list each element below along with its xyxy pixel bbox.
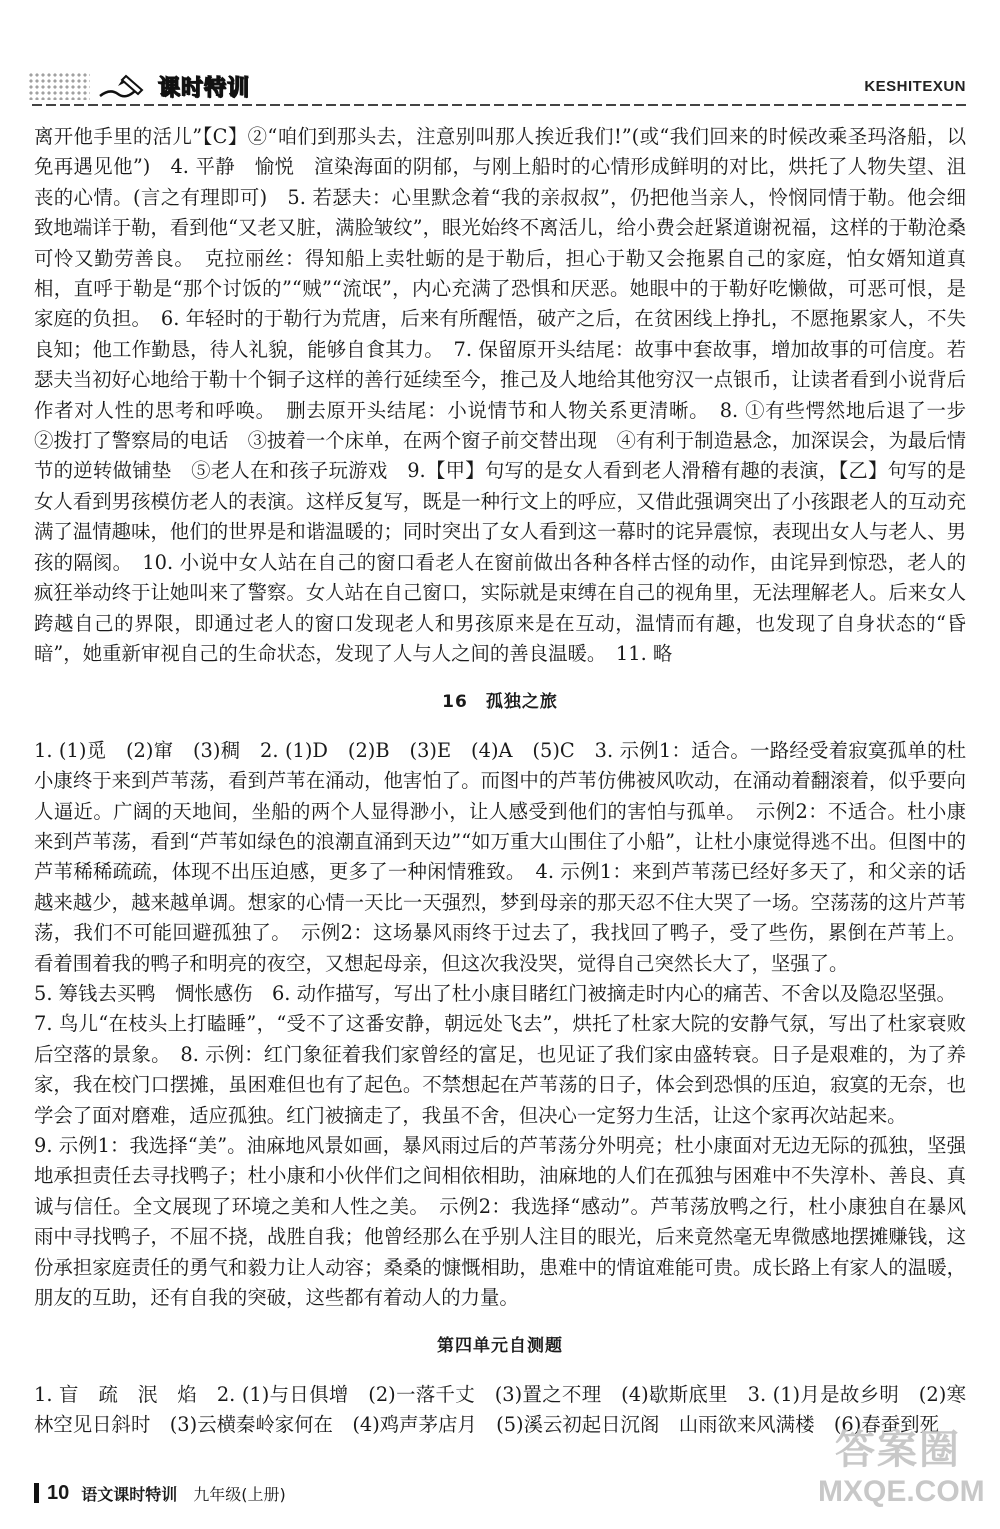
answer-paragraph: 9. 示例1：我选择“美”。油麻地风景如画，暴风雨过后的芦苇荡分外明亮；杜小康面对无边无际的孤独，坚强地承担责任去寻找鸭子；杜小康和小伙伴们之间相依相助，油麻地的人们在孤独与困难中不失淳朴、善良、真诚与信任。全文展现了环境之美和人性之美。 示例2：我选择“感动”。芦苇荡放鸭之行，杜小康独自在暴风雨中寻找鸭子，不屈不挠，战胜自我；他曾经那么在乎别人注目的眼光，后来竟然毫无卑微感地摆摊赚钱，这份承担家庭责任的勇气和毅力让人动容；桑桑的慷慨相助，患难中的情谊难能可贵。成长路上有家人的温暖，朋友的互助，还有自我的突破，这些都有着动人的力量。	[34, 1134, 966, 1310]
page-footer	[34, 1478, 286, 1508]
site-watermark	[818, 1418, 985, 1518]
answer-paragraph: 1. 盲 疏 泯 焰 2. (1)与日俱增 (2)一落千丈 (3)置之不理 (4)歇斯底里 3. (1)月是故乡明 (2)寒林空见日斜时 (3)云横秦岭家何在 (4)鸡声茅店月 (5)溪云初起日沉阁 山雨欲来风满楼 (6)春蚕到死	[34, 1382, 966, 1437]
answer-content	[34, 122, 986, 1441]
page-header	[0, 0, 1000, 110]
watermark-text-en: MXQE.COM	[818, 1475, 985, 1508]
series-logo	[28, 64, 256, 108]
pen-writing-icon	[96, 70, 148, 102]
grade-label: 九年级(上册)	[193, 1484, 286, 1504]
answer-paragraph: 5. 筹钱去买鸭 惆怅感伤 6. 动作描写，写出了杜小康目睹红门被摘走时内心的痛苦、不舍以及隐忍坚强。	[34, 981, 956, 1005]
section-title-unit4: 第四单元自测题	[437, 1336, 563, 1357]
watermark-text-cn: 答案圈	[835, 1427, 961, 1473]
answer-paragraph: 1. (1)觅 (2)窜 (3)稠 2. (1)D (2)B (3)E (4)A (5)C 3. 示例1：适合。一路经受着寂寞孤单的杜小康终于来到芦苇荡，看到芦苇在涌动，他害怕了。而图中的芦苇仿佛被风吹动，在涌动着翻滚着，似乎要向人逼近。广阔的天地间，坐船的两个人显得渺小，让人感受到他们的害怕与孤单。 示例2：不适合。杜小康来到芦苇荡，看到“芦苇如绿色的浪潮直涌到天边”“如万重大山围住了小船”，让杜小康觉得逃不出。但图中的芦苇稀稀疏疏，体现不出压迫感，更多了一种闲情雅致。 4. 示例1：来到芦苇荡已经好多天了，和父亲的话越来越少，越来越单调。想家的心情一天比一天强烈，梦到母亲的那天忍不住大哭了一场。空荡荡的这片芦苇荡，我们不可能回避孤独了。 示例2：这场暴风雨终于过去了，我找回了鸭子，受了些伤，累倒在芦苇上。看着围着我的鸭子和明亮的夜空，又想起母亲，但这次我没哭，觉得自己突然长大了，坚强了。	[34, 738, 966, 975]
page-number: 10	[47, 1481, 70, 1504]
footer-marker	[34, 1483, 39, 1503]
series-title: 课时特训	[158, 75, 251, 101]
brand-english: KESHITEXUN	[864, 78, 966, 95]
book-title: 语文课时特训	[81, 1484, 178, 1504]
header-divider	[32, 104, 968, 106]
answer-paragraph: 离开他手里的活儿”【C】②“咱们到那头去，注意别叫那人挨近我们!”(或“我们回来的时候改乘圣玛洛船，以免再遇见他”) 4. 平静 愉悦 渲染海面的阴郁，与刚上船时的心情形成鲜明的对比，烘托了人物失望、沮丧的心情。(言之有理即可) 5. 若瑟夫：心里默念着“我的亲叔叔”，仍把他当亲人，怜悯同情于勒。他会细致地端详于勒，看到他“又老又脏，满脸皱纹”，眼光始终不离活儿，给小费会赶紧道谢祝福，这样的于勒沧桑可怜又勤劳善良。 克拉丽丝：得知船上卖牡蛎的是于勒后，担心于勒又会拖累自己的家庭，怕女婿知道真相，直呼于勒是“那个讨饭的”“贼”“流氓”，内心充满了恐惧和厌恶。她眼中的于勒好吃懒做，可恶可恨，是家庭的负担。 6. 年轻时的于勒行为荒唐，后来有所醒悟，破产之后，在贫困线上挣扎，不愿拖累家人，不失良知；他工作勤恳，待人礼貌，能够自食其力。 7. 保留原开头结尾：故事中套故事，增加故事的可信度。若瑟夫当初好心地给于勒十个铜子这样的善行延续至今，推己及人地给其他穷汉一点银币，让读者看到小说背后作者对人性的思考和呼唤。 删去原开头结尾：小说情节和人物关系更清晰。 8. ①有些愕然地后退了一步 ②拨打了警察局的电话 ③披着一个床单，在两个窗子前交替出现 ④有利于制造悬念，加深误会，为最后情节的逆转做铺垫 ⑤老人在和孩子玩游戏 9.【甲】句写的是女人看到老人滑稽有趣的表演，【乙】句写的是女人看到男孩模仿老人的表演。这样反复写，既是一种行文上的呼应，又借此强调突出了小孩跟老人的互动充满了温情趣味，他们的世界是和谐温暖的；同时突出了女人看到这一幕时的诧异震惊，表现出女人与老人、男孩的隔阂。 10. 小说中女人站在自己的窗口看老人在窗前做出各种各样古怪的动作，由诧异到惊恐，老人的疯狂举动终于让她叫来了警察。女人站在自己窗口，实际就是束缚在自己的视角里，无法理解老人。后来女人跨越自己的界限，即通过老人的窗口发现老人和男孩原来是在互动，温情而有趣，也发现了自身状态的“昏暗”，她重新审视自己的生命状态，发现了人与人之间的善良温暖。 11. 略	[34, 125, 986, 665]
answer-paragraph: 7. 鸟儿“在枝头上打瞌睡”，“受不了这番安静，朝远处飞去”，烘托了杜家大院的安静气氛，写出了杜家衰败后空落的景象。 8. 示例：红门象征着我们家曾经的富足，也见证了我们家由盛转衰。日子是艰难的，为了养家，我在校门口摆摊，虽困难但也有了起色。不禁想起在芦苇荡的日子，体会到恐惧的压迫，寂寞的无奈，也学会了面对磨难，适应孤独。红门被摘走了，我虽不舍，但决心一定努力生活，让这个家再次站起来。	[34, 1012, 966, 1127]
section-title-16: 16 孤独之旅	[442, 692, 558, 713]
dot-pattern-decoration	[28, 72, 90, 100]
